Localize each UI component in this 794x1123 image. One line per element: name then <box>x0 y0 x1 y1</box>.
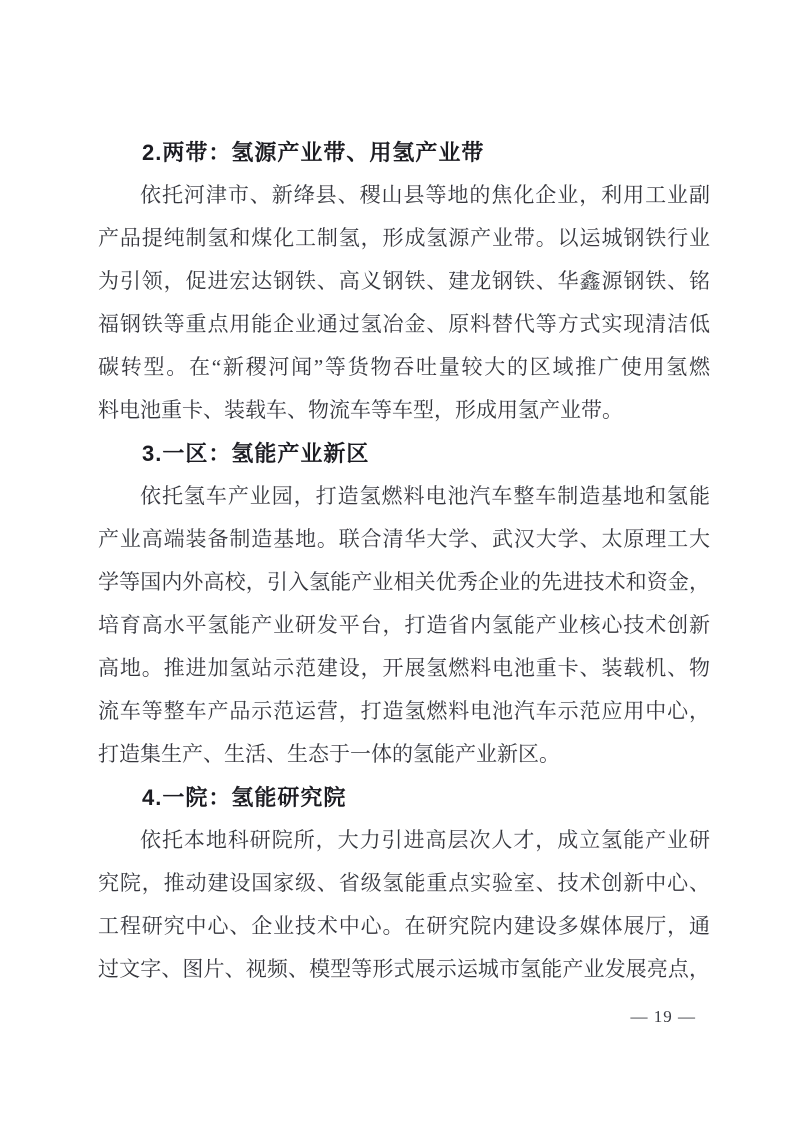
text-line: 福钢铁等重点用能企业通过氢冶金、原料替代等方式实现清洁低 <box>98 312 710 336</box>
text-line: 高地。推进加氢站示范建设，开展氢燃料电池重卡、装载机、物 <box>98 656 710 680</box>
text-line: 为引领，促进宏达钢铁、高义钢铁、建龙钢铁、华鑫源钢铁、铭 <box>98 269 710 293</box>
text-line: 依托河津市、新绛县、稷山县等地的焦化企业，利用工业副 <box>140 183 710 207</box>
text-line: 依托氢车产业园，打造氢燃料电池汽车整车制造基地和氢能 <box>140 484 710 508</box>
text-line: 学等国内外高校，引入氢能产业相关优秀企业的先进技术和资金， <box>98 570 710 594</box>
text-line: 过文字、图片、视频、模型等形式展示运城市氢能产业发展亮点， <box>98 957 710 981</box>
text-line: 料电池重卡、装载车、物流车等车型，形成用氢产业带。 <box>98 398 623 422</box>
text-line: 依托本地科研院所，大力引进高层次人才，成立氢能产业研 <box>140 828 710 852</box>
text-line: 培育高水平氢能产业研发平台，打造省内氢能产业核心技术创新 <box>98 613 710 637</box>
section-heading: 2.两带：氢源产业带、用氢产业带 <box>142 140 485 165</box>
text-line: 碳转型。在“新稷河闻”等货物吞吐量较大的区域推广使用氢燃 <box>98 355 710 379</box>
text-line: 究院，推动建设国家级、省级氢能重点实验室、技术创新中心、 <box>98 871 710 895</box>
text-line: 流车等整车产品示范运营，打造氢燃料电池汽车示范应用中心， <box>98 699 710 723</box>
page-number: — 19 — <box>630 1007 696 1026</box>
text-line: 打造集生产、生活、生态于一体的氢能产业新区。 <box>98 742 560 766</box>
text-line: 产业高端装备制造基地。联合清华大学、武汉大学、太原理工大 <box>98 527 710 551</box>
section-heading: 3.一区：氢能产业新区 <box>142 441 370 466</box>
text-line: 产品提纯制氢和煤化工制氢，形成氢源产业带。以运城钢铁行业 <box>98 226 710 250</box>
document-content <box>98 131 710 1028</box>
section-heading: 4.一院：氢能研究院 <box>142 785 347 810</box>
text-line: 工程研究中心、企业技术中心。在研究院内建设多媒体展厅，通 <box>98 914 710 938</box>
